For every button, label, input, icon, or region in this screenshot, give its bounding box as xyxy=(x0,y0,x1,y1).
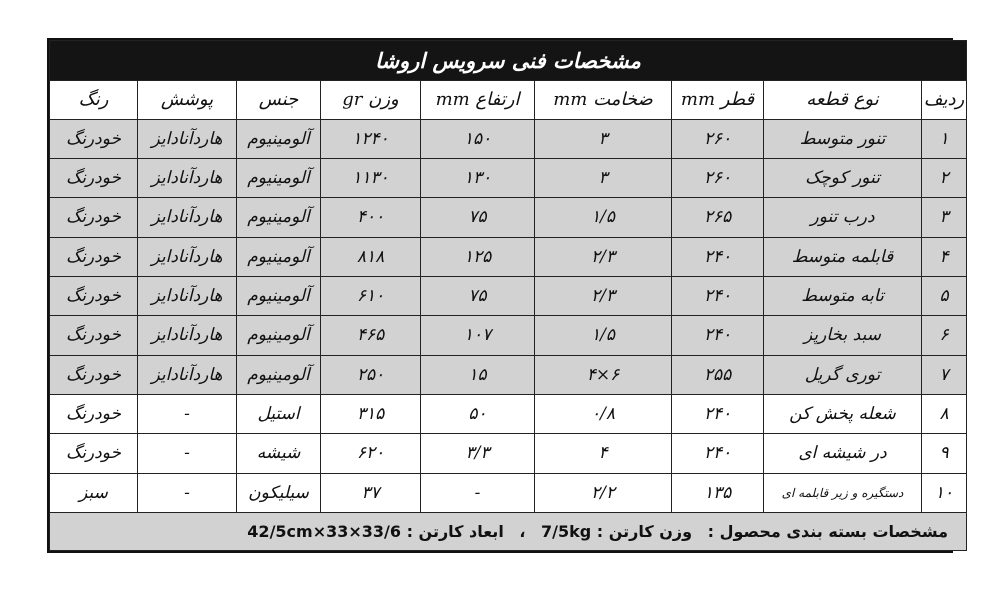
diameter-cell: ۲۴۰ xyxy=(672,237,764,276)
color-cell: خودرنگ xyxy=(50,316,138,355)
row-number-cell: ۱۰ xyxy=(922,473,967,512)
coating-cell: هاردآنادایز xyxy=(138,119,237,158)
coating-cell: - xyxy=(138,473,237,512)
coating-cell: هاردآنادایز xyxy=(138,316,237,355)
diameter-cell: ۲۶۵ xyxy=(672,198,764,237)
height-cell: ۳/۳ xyxy=(421,434,535,473)
diameter-cell: ۲۴۰ xyxy=(672,434,764,473)
row-number-cell: ۲ xyxy=(922,158,967,197)
packaging-info xyxy=(50,513,967,551)
carton-weight: وزن کارتن : 7/5kg xyxy=(541,522,693,541)
column-header: رنگ xyxy=(50,81,138,119)
height-cell: ۱۰۷ xyxy=(421,316,535,355)
column-header: نوع قطعه xyxy=(764,81,922,119)
color-cell: خودرنگ xyxy=(50,119,138,158)
carton-dimensions: ابعاد کارتن : 42/5cm×33×33/6 xyxy=(247,522,504,541)
table-row xyxy=(50,434,967,473)
material-cell: آلومینیوم xyxy=(237,198,321,237)
diameter-cell: ۲۶۰ xyxy=(672,158,764,197)
part-name-cell: قابلمه متوسط xyxy=(764,237,922,276)
weight-cell: ۲۵۰ xyxy=(321,355,421,394)
part-name-cell: درب تنور xyxy=(764,198,922,237)
color-cell: خودرنگ xyxy=(50,198,138,237)
title-row xyxy=(50,41,967,81)
row-number-cell: ۸ xyxy=(922,394,967,433)
coating-cell: - xyxy=(138,394,237,433)
table-row xyxy=(50,119,967,158)
column-header: ردیف xyxy=(922,81,967,119)
coating-cell: هاردآنادایز xyxy=(138,198,237,237)
column-header: ضخامت mm xyxy=(535,81,672,119)
height-cell: ۷۵ xyxy=(421,276,535,315)
height-cell: ۵۰ xyxy=(421,394,535,433)
part-name-cell: در شیشه ای xyxy=(764,434,922,473)
material-cell: آلومینیوم xyxy=(237,316,321,355)
table-row xyxy=(50,394,967,433)
table-row xyxy=(50,237,967,276)
table-title: مشخصات فنی سرویس اروشا xyxy=(50,41,967,81)
material-cell: شیشه xyxy=(237,434,321,473)
spec-table xyxy=(49,40,967,551)
thickness-cell: ۲/۳ xyxy=(535,276,672,315)
diameter-cell: ۲۴۰ xyxy=(672,276,764,315)
coating-cell: هاردآنادایز xyxy=(138,237,237,276)
row-number-cell: ۴ xyxy=(922,237,967,276)
part-name-cell: تنور کوچک xyxy=(764,158,922,197)
diameter-cell: ۲۴۰ xyxy=(672,316,764,355)
height-cell: ۱۵ xyxy=(421,355,535,394)
part-name-cell: تنور متوسط xyxy=(764,119,922,158)
row-number-cell: ۱ xyxy=(922,119,967,158)
weight-cell: ۴۰۰ xyxy=(321,198,421,237)
thickness-cell: ۲/۳ xyxy=(535,237,672,276)
table-row xyxy=(50,198,967,237)
thickness-cell: ۲/۲ xyxy=(535,473,672,512)
diameter-cell: ۱۳۵ xyxy=(672,473,764,512)
weight-cell: ۶۱۰ xyxy=(321,276,421,315)
height-cell: ۱۲۵ xyxy=(421,237,535,276)
column-header: قطر mm xyxy=(672,81,764,119)
thickness-cell: ۱/۵ xyxy=(535,316,672,355)
table-row xyxy=(50,355,967,394)
weight-cell: ۶۲۰ xyxy=(321,434,421,473)
thickness-cell: ۰/۸ xyxy=(535,394,672,433)
header-row xyxy=(50,81,967,119)
column-header: جنس xyxy=(237,81,321,119)
footer-row xyxy=(50,513,967,551)
material-cell: آلومینیوم xyxy=(237,355,321,394)
color-cell: خودرنگ xyxy=(50,237,138,276)
color-cell: خودرنگ xyxy=(50,434,138,473)
row-number-cell: ۷ xyxy=(922,355,967,394)
weight-cell: ۴۶۵ xyxy=(321,316,421,355)
thickness-cell: ۶×۴ xyxy=(535,355,672,394)
packaging-label: مشخصات بسته بندی محصول : xyxy=(707,522,949,541)
height-cell: - xyxy=(421,473,535,512)
spec-sheet xyxy=(47,38,965,553)
color-cell: خودرنگ xyxy=(50,355,138,394)
material-cell: سیلیکون xyxy=(237,473,321,512)
coating-cell: - xyxy=(138,434,237,473)
separator: ، xyxy=(519,522,526,541)
row-number-cell: ۳ xyxy=(922,198,967,237)
row-number-cell: ۹ xyxy=(922,434,967,473)
weight-cell: ۳۱۵ xyxy=(321,394,421,433)
column-header: ارتفاع mm xyxy=(421,81,535,119)
coating-cell: هاردآنادایز xyxy=(138,276,237,315)
coating-cell: هاردآنادایز xyxy=(138,355,237,394)
thickness-cell: ۱/۵ xyxy=(535,198,672,237)
weight-cell: ۱۱۳۰ xyxy=(321,158,421,197)
table-row xyxy=(50,473,967,512)
weight-cell: ۱۲۴۰ xyxy=(321,119,421,158)
part-name-cell: سبد بخارپز xyxy=(764,316,922,355)
thickness-cell: ۳ xyxy=(535,119,672,158)
row-number-cell: ۵ xyxy=(922,276,967,315)
material-cell: آلومینیوم xyxy=(237,158,321,197)
color-cell: خودرنگ xyxy=(50,394,138,433)
table-row xyxy=(50,158,967,197)
part-name-cell: تابه متوسط xyxy=(764,276,922,315)
thickness-cell: ۳ xyxy=(535,158,672,197)
material-cell: آلومینیوم xyxy=(237,237,321,276)
height-cell: ۱۵۰ xyxy=(421,119,535,158)
diameter-cell: ۲۴۰ xyxy=(672,394,764,433)
height-cell: ۱۳۰ xyxy=(421,158,535,197)
thickness-cell: ۴ xyxy=(535,434,672,473)
diameter-cell: ۲۶۰ xyxy=(672,119,764,158)
column-header: پوشش xyxy=(138,81,237,119)
coating-cell: هاردآنادایز xyxy=(138,158,237,197)
table-row xyxy=(50,276,967,315)
row-number-cell: ۶ xyxy=(922,316,967,355)
height-cell: ۷۵ xyxy=(421,198,535,237)
weight-cell: ۸۱۸ xyxy=(321,237,421,276)
material-cell: آلومینیوم xyxy=(237,276,321,315)
material-cell: آلومینیوم xyxy=(237,119,321,158)
color-cell: سبز xyxy=(50,473,138,512)
part-name-cell: دستگیره و زیر قابلمه ای xyxy=(764,473,922,512)
weight-cell: ۳۷ xyxy=(321,473,421,512)
diameter-cell: ۲۵۵ xyxy=(672,355,764,394)
color-cell: خودرنگ xyxy=(50,158,138,197)
column-header: وزن gr xyxy=(321,81,421,119)
material-cell: استیل xyxy=(237,394,321,433)
part-name-cell: توری گریل xyxy=(764,355,922,394)
table-row xyxy=(50,316,967,355)
part-name-cell: شعله پخش کن xyxy=(764,394,922,433)
color-cell: خودرنگ xyxy=(50,276,138,315)
